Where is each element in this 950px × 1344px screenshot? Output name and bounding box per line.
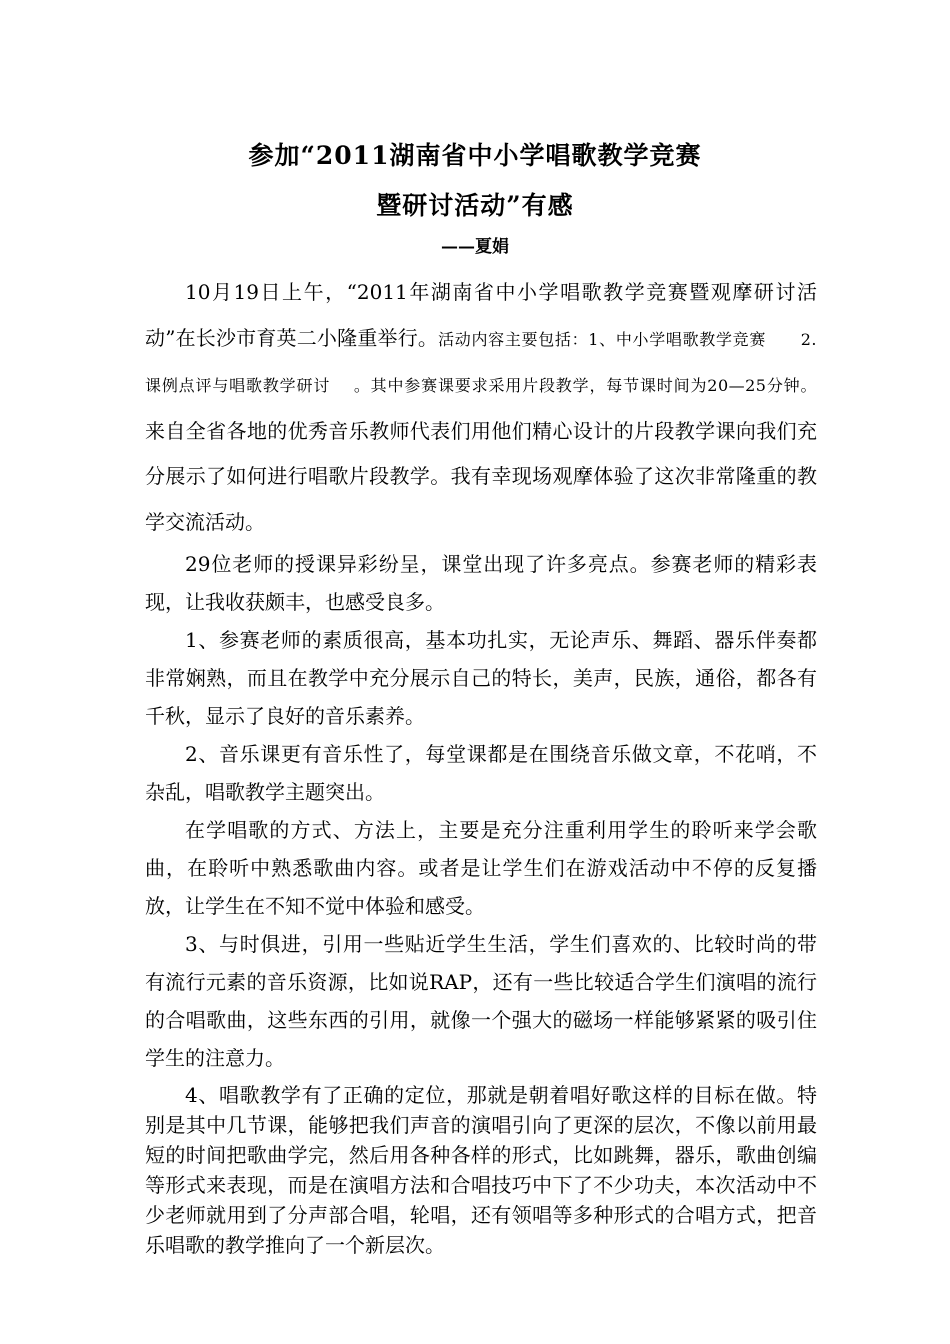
paragraph-1 <box>145 270 817 545</box>
paragraph-5: 在学唱歌的方式、方法上，主要是充分注重利用学生的聆听来学会歌曲，在聆听中熟悉歌曲内容。或者是让学生们在游戏活动中不停的反复播放，让学生在不知不觉中体验和感受。 <box>145 818 817 918</box>
paragraph-1-content-list: 活动内容主要包括：1、中小学唱歌教学竞赛 2.课例点评与唱歌教学研讨 。其中参赛课要求采用片段教学，每节课时间为20—25分钟。 <box>145 329 817 395</box>
title-line-2: 暨研讨活动”有感 <box>376 191 574 220</box>
paragraph-7: 4、唱歌教学有了正确的定位，那就是朝着唱好歌这样的目标在做。特别是其中几节课，能够把我们声音的演唱引向了更深的层次，不像以前用最短的时间把歌曲学完，然后用各种各样的形式，比如跳舞，器乐，歌曲创编等形式来表现，而是在演唱方法和合唱技巧中下了不少功夫，本次活动中不少老师就用到了分声部合唱，轮唱，还有领唱等多种形式的合唱方式，把音乐唱歌的教学推向了一个新层次。 <box>145 1083 817 1257</box>
paragraph-1-intro: 10月19日上午，“2011年湖南省中小学唱歌教学竞赛暨观摩研讨活动”在长沙市育英二小隆重举行。 <box>145 280 817 350</box>
author: ——夏娟 <box>441 237 509 257</box>
paragraph-2: 29位老师的授课异彩纷呈，课堂出现了许多亮点。参赛老师的精彩表现，让我收获颇丰，也感受良多。 <box>145 552 817 614</box>
paragraph-6: 3、与时俱进，引用一些贴近学生生活，学生们喜欢的、比较时尚的带有流行元素的音乐资源，比如说RAP，还有一些比较适合学生们演唱的流行的合唱歌曲，这些东西的引用，就像一个强大的磁场一样能够紧紧的吸引住学生的注意力。 <box>145 932 817 1070</box>
paragraph-4: 2、音乐课更有音乐性了，每堂课都是在围绕音乐做文章，不花哨，不杂乱，唱歌教学主题突出。 <box>145 742 817 804</box>
article-body <box>145 270 817 1260</box>
paragraph-1-conclusion: 来自全省各地的优秀音乐教师代表们用他们精心设计的片段教学课向我们充分展示了如何进行唱歌片段教学。我有幸现场观摩体验了这次非常隆重的教学交流活动。 <box>145 418 817 534</box>
paragraph-3: 1、参赛老师的素质很高，基本功扎实，无论声乐、舞蹈、器乐伴奏都非常娴熟，而且在教学中充分展示自己的特长，美声，民族，通俗，都各有千秋，显示了良好的音乐素养。 <box>145 628 817 728</box>
title-line-1: 参加“2011湖南省中小学唱歌教学竞赛 <box>248 141 702 170</box>
